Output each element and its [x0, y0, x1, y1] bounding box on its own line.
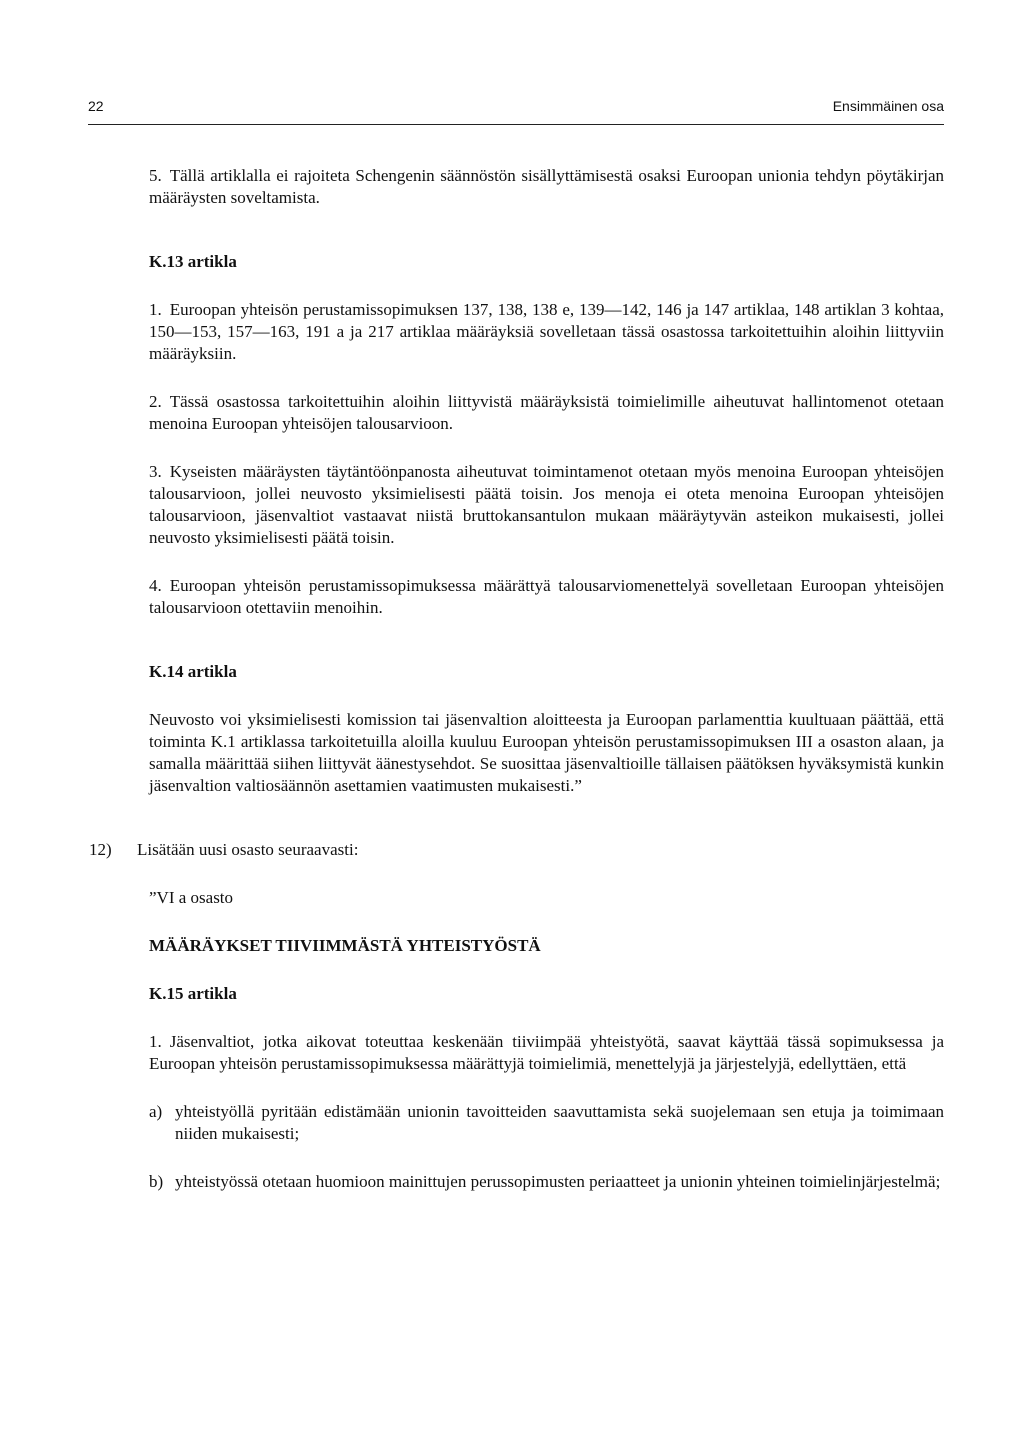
paragraph-number: 4. — [149, 576, 162, 595]
k15-item-a — [149, 1101, 944, 1145]
amendment-12 — [89, 839, 944, 861]
k13-paragraph-3 — [149, 461, 944, 549]
item-mark: a) — [149, 1102, 163, 1121]
paragraph-text: Tässä osastossa tarkoitettuihin aloihin liittyvistä määräyksistä toimielimille aiheutuvat hallintomenot otetaan menoina Euroopan yhteisöjen talousarvioon. — [149, 392, 944, 433]
k13-paragraph-4 — [149, 575, 944, 619]
paragraph-text: Kyseisten määräysten täytäntöönpanosta aiheutuvat toimintamenot otetaan myös menoina Euroopan yhteisöjen talousarvioon, jollei neuvosto yksimielisesti päätä toisin. Jos menoja ei oteta menoina Euroopan yhteisöjen talousarvioon, jäsenvaltiot vastaavat niistä bruttokansantulon mukaan määräytyvän asteikon mukaisesti, jollei neuvosto yksimielisesti päätä toisin. — [149, 462, 944, 547]
paragraph-number: 5. — [149, 166, 162, 185]
page-number: 22 — [88, 98, 104, 114]
k14-text: Neuvosto voi yksimielisesti komission tai jäsenvaltion aloitteesta ja Euroopan parlamenttia kuultuaan päättää, että toiminta K.1 artiklassa tarkoitetuilla aloilla kuuluu Euroopan yhteisön perustamissopimuksen III a osaston alaan, ja samalla määrittää siihen liittyvät äänestysehdot. Se suosittaa jäsenvaltioille tällaisen päätöksen hyväksymistä kunkin jäsenvaltion valtiosäännön asettamien vaatimusten mukaisesti.” — [149, 710, 944, 795]
paragraph-5 — [149, 165, 944, 209]
paragraph-text: Euroopan yhteisön perustamissopimuksessa määrättyä talousarviomenettelyä sovelletaan Euroopan yhteisöjen talousarvioon otettaviin menoihin. — [149, 576, 944, 617]
paragraph-number: 1. — [149, 300, 162, 319]
amendment-label: 12) — [89, 840, 112, 859]
paragraph-number: 3. — [149, 462, 162, 481]
document-body — [89, 165, 944, 1193]
paragraph-text: Jäsenvaltiot, jotka aikovat toteuttaa keskenään tiiviimpää yhteistyötä, saavat käyttää tässä sopimuksessa ja Euroopan yhteisön perustamissopimuksessa määrättyjä toimielimiä, menettelyjä ja järjestelyjä, edellyttäen, että — [149, 1032, 944, 1073]
paragraph-number: 1. — [149, 1032, 162, 1051]
page-header — [88, 96, 944, 125]
article-heading-k13: K.13 artikla — [149, 252, 237, 271]
title-vi-a: ”VI a osasto — [149, 888, 234, 907]
section-title: Ensimmäinen osa — [832, 98, 944, 114]
item-text: yhteistyössä otetaan huomioon mainittujen perussopimusten periaatteet ja unionin yhteinen toimielinjärjestelmä; — [175, 1172, 941, 1191]
article-heading-k14: K.14 artikla — [149, 662, 237, 681]
item-text: yhteistyöllä pyritään edistämään unionin tavoitteiden saavuttamista sekä suojelemaan sen etuja ja toimimaan niiden mukaisesti; — [175, 1102, 944, 1143]
k15-item-b — [149, 1171, 944, 1193]
paragraph-text: Tällä artiklalla ei rajoiteta Schengenin säännöstön sisällyttämisestä osaksi Euroopan unionia tehdyn pöytäkirjan määräysten soveltamista. — [149, 166, 944, 207]
k13-paragraph-1 — [149, 299, 944, 365]
k15-paragraph-1 — [149, 1031, 944, 1075]
item-mark: b) — [149, 1172, 164, 1191]
article-heading-k15: K.15 artikla — [149, 984, 237, 1003]
paragraph-text: Euroopan yhteisön perustamissopimuksen 137, 138, 138 e, 139—142, 146 ja 147 artiklaa, 148 artiklan 3 kohtaa, 150—153, 157—163, 191 a ja 217 artiklaa määräyksiä sovelletaan tässä osastossa tarkoitettuihin aloihin liittyviin määräyksiin. — [149, 300, 944, 363]
title-vi-a-heading: MÄÄRÄYKSET TIIVIIMMÄSTÄ YHTEISTYÖSTÄ — [149, 936, 541, 955]
paragraph-number: 2. — [149, 392, 162, 411]
k13-paragraph-2 — [149, 391, 944, 435]
amendment-text: Lisätään uusi osasto seuraavasti: — [137, 840, 359, 859]
